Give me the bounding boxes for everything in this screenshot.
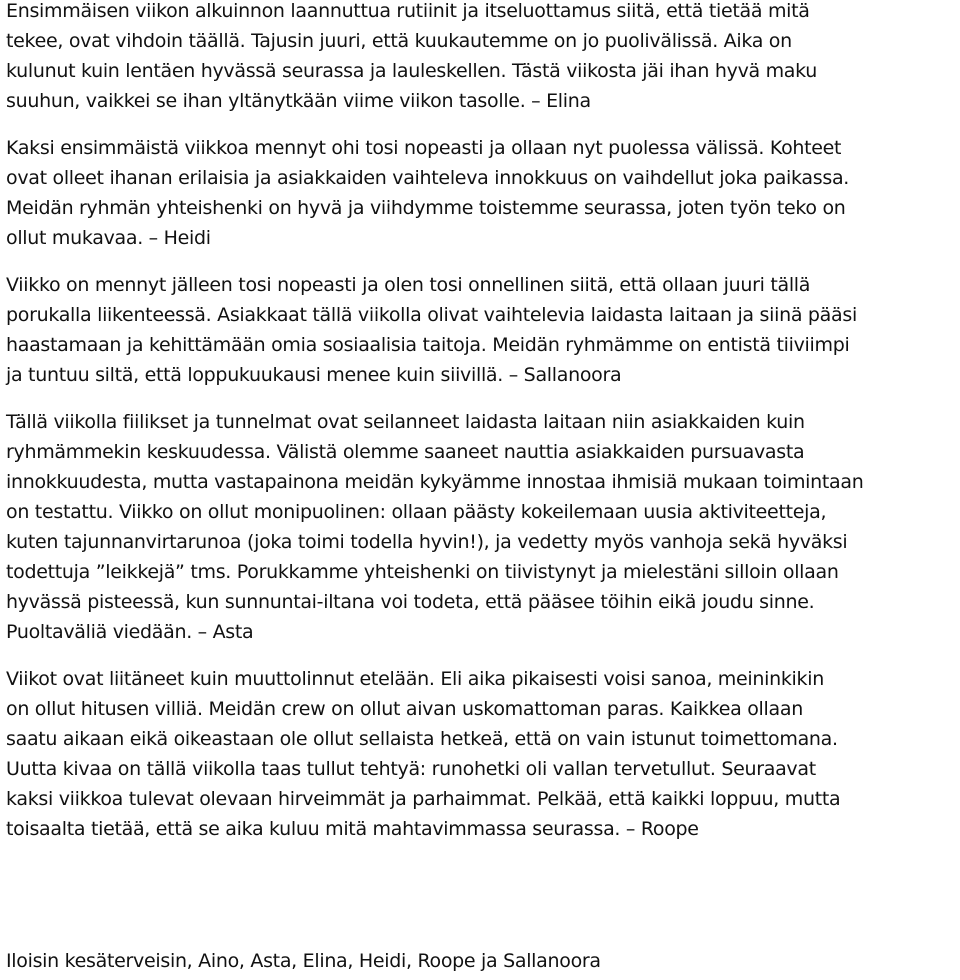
text-line: tekee, ovat vihdoin täällä. Tajusin juuri, että kuukautemme on jo puolivälissä. Aika on <box>6 30 792 52</box>
text-line: ja tuntuu siltä, että loppukuukausi menee kuin siivillä. – Sallanoora <box>6 364 622 386</box>
text-line: kaksi viikkoa tulevat olevaan hirveimmät ja parhaimmat. Pelkää, että kaikki loppuu, mutta <box>6 788 841 810</box>
text-line: porukalla liikenteessä. Asiakkaat tällä viikolla olivat vaihtelevia laidasta laitaan ja siinä pääsi <box>6 304 857 326</box>
text-line: todettuja ”leikkejä” tms. Porukkamme yhteishenki on tiivistynyt ja mielestäni silloin ollaan <box>6 561 839 583</box>
text-line: kuten tajunnanvirtarunoa (joka toimi todella hyvin!), ja vedetty myös vanhoja sekä hyväksi <box>6 531 848 553</box>
text-line: innokkuudesta, mutta vastapainona meidän kykyämme innostaa ihmisiä mukaan toimintaan <box>6 471 864 493</box>
text-line: ryhmämmekin keskuudessa. Välistä olemme saaneet nauttia asiakkaiden pursuavasta <box>6 441 805 463</box>
text-line: saatu aikaan eikä oikeastaan ole ollut sellaista hetkeä, että on vain istunut toimettomana. <box>6 728 838 750</box>
sign-off: Iloisin kesäterveisin, Aino, Asta, Elina, Heidi, Roope ja Sallanoora <box>6 950 601 972</box>
text-line: Meidän ryhmän yhteishenki on hyvä ja viihdymme toistemme seurassa, joten työn teko on <box>6 197 846 219</box>
paragraph-asta <box>6 407 946 647</box>
text-line: Viikot ovat liitäneet kuin muuttolinnut etelään. Eli aika pikaisesti voisi sanoa, meininkikin <box>6 668 824 690</box>
text-line: Ensimmäisen viikon alkuinnon laannuttua rutiinit ja itseluottamus siitä, että tietää mitä <box>6 0 810 22</box>
text-line: Tällä viikolla fiilikset ja tunnelmat ovat seilanneet laidasta laitaan niin asiakkaiden kuin <box>6 411 805 433</box>
text-line: toisaalta tietää, että se aika kuluu mitä mahtavimmassa seurassa. – Roope <box>6 818 699 840</box>
text-line: Kaksi ensimmäistä viikkoa mennyt ohi tosi nopeasti ja ollaan nyt puolessa välissä. Kohteet <box>6 137 842 159</box>
text-line: hyvässä pisteessä, kun sunnuntai-iltana voi todeta, että pääsee töihin eikä joudu sinne. <box>6 591 815 613</box>
paragraph-elina <box>6 0 946 116</box>
text-line: on ollut hitusen villiä. Meidän crew on ollut aivan uskomattoman paras. Kaikkea ollaan <box>6 698 803 720</box>
text-line: on testattu. Viikko on ollut monipuolinen: ollaan päästy kokeilemaan uusia aktiviteetteja, <box>6 501 827 523</box>
text-line: ovat olleet ihanan erilaisia ja asiakkaiden vaihteleva innokkuus on vaihdellut joka paikassa. <box>6 167 850 189</box>
paragraph-roope <box>6 664 946 844</box>
text-line: kulunut kuin lentäen hyvässä seurassa ja lauleskellen. Tästä viikosta jäi ihan hyvä maku <box>6 60 818 82</box>
text-line: suuhun, vaikkei se ihan yltänytkään viime viikon tasolle. – Elina <box>6 90 591 112</box>
text-line: haastamaan ja kehittämään omia sosiaalisia taitoja. Meidän ryhmämme on entistä tiiviimpi <box>6 334 850 356</box>
text-line: Viikko on mennyt jälleen tosi nopeasti ja olen tosi onnellinen siitä, että ollaan juuri tällä <box>6 274 811 296</box>
text-line: Puoltaväliä viedään. – Asta <box>6 621 254 643</box>
paragraph-heidi <box>6 133 946 253</box>
paragraph-sallanoora <box>6 270 946 390</box>
text-line: Uutta kivaa on tällä viikolla taas tullut tehtyä: runohetki oli vallan tervetullut. Seuraavat <box>6 758 816 780</box>
text-line: ollut mukavaa. – Heidi <box>6 227 211 249</box>
